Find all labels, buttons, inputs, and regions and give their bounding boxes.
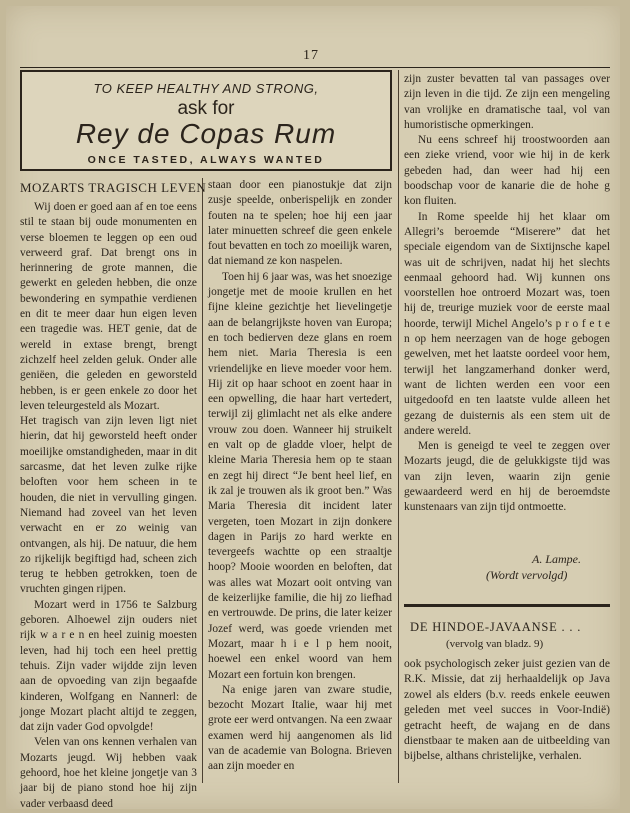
paragraph: Velen van ons kennen verhalen van Mozarts jeugd. Wij hebben vaak gehoord, hoe het kleine jongetje van 3 jaar bij de piano stond hoe hij zijn vader verbaasd deed — [20, 736, 197, 810]
article-column-2 — [208, 178, 392, 775]
paragraph: Nu eens schreef hij troostwoorden aan een zieke vriend, voor wie hij in de kerk gebeden had, dan weer had hij een boodschap voor de kanarie die de hohe g kon fluiten. — [404, 134, 610, 208]
second-article-continuation: (vervolg van bladz. 9) — [446, 638, 544, 650]
second-article-text — [404, 656, 610, 764]
column-divider-2 — [398, 70, 399, 783]
ad-tagline: TO KEEP HEALTHY AND STRONG, — [93, 81, 319, 96]
page-number: 17 — [303, 48, 319, 63]
paragraph: Na enige jaren van zware studie, bezocht Mozart Italie, waar hij met grote eer werd ontvangen. Na een zwaar examen werd hij aangenomen als lid van de academie van Bologna. Brieven aan zijn moeder en — [208, 683, 392, 773]
paragraph: Men is geneigd te veel te zeggen over Mozarts jeugd, die de gelukkigste tijd was van zijn leven, waarin zijn genie gewaardeerd werd en hij de beroemdste kunstenaars van zijn tijd ontmoette. — [404, 440, 610, 514]
paragraph: ook psychologisch zeker juist gezien van de R.K. Missie, dat zij herhaaldelijk op Java zowel als elders (b.v. reeds enkele eeuwen geleden met veel succes in Voor-Indië) getracht heeft, de wajang en de dans dienstbaar te maken aan de uitbeelding van bijbelse, althans christelijke, verhalen. — [404, 657, 610, 763]
continued-note: (Wordt vervolgd) — [486, 568, 568, 582]
paragraph: Het tragisch van zijn leven ligt niet hierin, dat hij geworsteld heeft onder moeilijke omstandigheden, maar in dit sarcasme, dat het leven zulke rijke beloften voor hem scheen in te houden, die niet in vervulling gingen. Niemand had zoveel van het leven verwacht en er zo weinig van ontvangen, als hij. De natuur, die hem zo rijkelijk begiftigd had, scheen zich terug te hebben getrokken, toen de vruchten gingen rijpen. — [20, 415, 197, 596]
paragraph: Toen hij 6 jaar was, was het snoezige jongetje met de mooie krullen en het fijne kleine gezichtje het lievelingetje aan de belangrijkste hoven van Europa; en toch bedierven deze glans en roem hem niet. Maria Theresia is een vriendelijke en lieve moeder voor hem. Hij zit op haar schoot en zoent haar in een opwelling, die haar hart vertedert, terwijl zij glimlacht net als elke andere vrouw zou doen. Wanneer hij struikelt en valt op de gladde vloer, helpt de kleine Maria Theresia hem op te staan en zegt hij direct “Je bent heel lief, en ik zal je trouwen als ik groot ben.” Was Maria Theresia dit incident later vergeten, toen Mozart in zijn donkere dagen in Parijs zo hard werkte en tevergeefs wachtte op een straaltje hoop? Mooie woorden en beloften, dat was alles wat Mozart ooit ontving van de keizerlijke familie, die hij zo liefhad en vertrouwde. De prins, die later keizer Jozef werd, was goede vrienden met Mozart, maar h i e l p hem nooit, hoewel een enkel woord van hem Mozart een fortuin kon brengen. — [208, 270, 392, 681]
column-divider-1 — [202, 178, 203, 783]
author-signature: A. Lampe. — [532, 552, 581, 566]
second-article-title: DE HINDOE-JAVAANSE . . . — [410, 620, 582, 634]
paragraph: In Rome speelde hij het klaar om Allegri’s beroemde “Miserere” dat het speciale eigendom van de Sixtijnsche kapel was uit de schrijven, nadat hij het slechts eenmaal gehoord had. Wij kunnen ons voorstellen hoe ontroerd Mozart was, toen hij de, treurige muziek voor de eerste maal hoorde, terwijl Michel Angelo’s p r o f e t e n op hem neerzagen van de hoge gebogen gewelven, met het laatste oordeel voor hem, terwijl het langzamerhand donker werd, want de lichten werden een voor een uitgedoofd en ten laatste vulde alleen het gezang de duisternis als een stem uit de andere wereld. — [404, 210, 610, 437]
section-rule — [404, 604, 610, 607]
ad-slogan: ONCE TASTED, ALWAYS WANTED — [87, 154, 325, 166]
paragraph: Mozart werd in 1756 te Salzburg geboren. Alhoewel zijn ouders niet rijk w a r e n en heel zuinig moesten leven, had hij toch een heel prettig tehuis. Zijn vader wijdde zijn leven aan de opvoeding van zijn begaafde kinderen, Wolfgang en Nannerl: de jonge Mozart placht altijd te zeggen, dat zijn vader God opvolgde! — [20, 598, 197, 734]
article-column-3 — [404, 72, 610, 516]
paragraph: zijn zuster bevatten tal van passages over zijn leven in die tijd. Ze zijn een mengeling van vrolijke en dramatische taal, vol van humoristische opmerkingen. — [404, 73, 610, 131]
ad-ask-for: ask for — [177, 98, 235, 119]
magazine-page — [6, 6, 620, 809]
paragraph: Wij doen er goed aan af en toe eens stil te staan bij oude monumenten en verse bloemen te leggen op een oud verweerd graf. Dat brengt ons in herinnering de grote mannen, die gewerkt en geleden hebben, die onze bewondering en sympathie verdienen en dit te meer daar hun eigen leven een tragedie was. HET genie, dat de wereld in extase brengt, brengt zichzelf heel zelden geluk. Onder alle geniëen, die geleden en geworsteld hebben, is er geen enkele zo door het leven teleurgesteld als Mozart. — [20, 201, 197, 412]
article-title: MOZARTS TRAGISCH LEVEN — [20, 180, 207, 195]
rum-advertisement — [20, 70, 392, 171]
paragraph: staan door een pianostukje dat zijn zusje speelde, onberispelijk en zonder fouten na te spelen; hoe hij een jaar later minuetten schreef die geen enkele fout bevatten en toch zo moeilijk waren, dat niemand ze kon naspelen. — [208, 179, 392, 268]
article-column-1 — [20, 200, 197, 812]
ad-brand-name: Rey de Copas Rum — [75, 118, 337, 149]
header-rule — [20, 67, 610, 68]
